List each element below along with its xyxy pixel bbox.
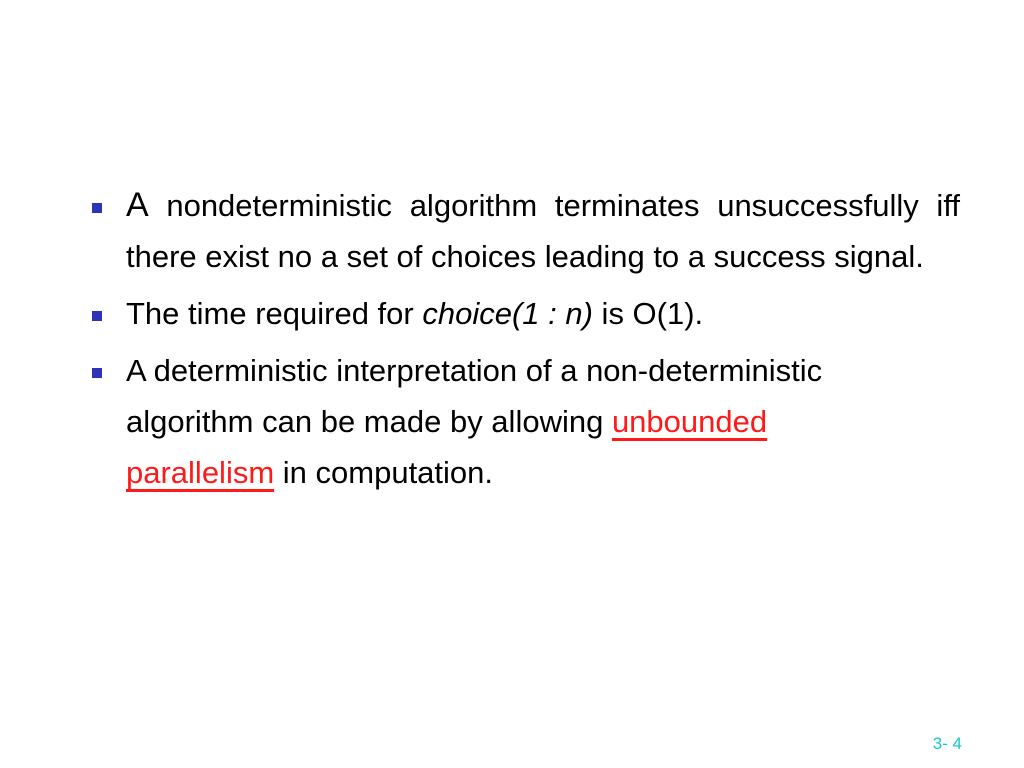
bullet-1-text: nondeterministic algorithm terminates unsuccessfully iff there exist no a set of choices leading to a success signal. [126,188,960,274]
bullet-list [88,180,960,504]
bullet-item-3 [88,345,826,498]
page-number: 3- 4 [932,734,962,753]
bullet-2-italic-term: choice(1 : n) [422,296,593,331]
square-bullet-icon [92,311,102,321]
square-bullet-icon [92,203,102,213]
bullet-2-text-after: is O(1). [592,296,704,331]
bullet-3-text-before: A deterministic interpretation of a non-deterministic algorithm can be made by allowing [126,353,823,439]
square-bullet-icon [92,368,102,378]
bullet-1-first-word: A [126,186,149,224]
bullet-item-1 [88,180,960,282]
bullet-item-2 [88,288,960,339]
bullet-3-text-after: in computation. [274,455,494,490]
bullet-3-highlight: unbounded parallelism [126,404,768,490]
bullet-2-text-before: The time required for [126,296,423,331]
